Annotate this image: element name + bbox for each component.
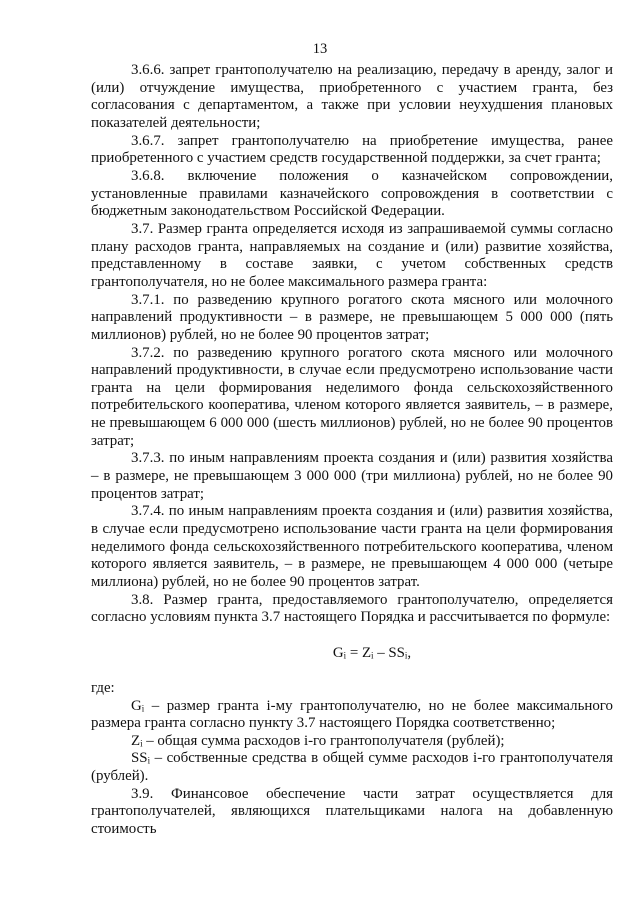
document-body xyxy=(91,62,613,839)
definition-z: Zᵢ – общая сумма расходов i-го грантополучателя (рублей); xyxy=(131,732,505,749)
paragraph-3-7-2: 3.7.2. по разведению крупного рогатого скота мясного или молочного направлений продуктивности, в случае если предусмотрено использование части гранта на цели формирования неделимого фонда сельскохозяйственного потребительского кооператива, членом которого является заявитель, – в размере, не превышающем 6 000 000 (шесть миллионов) рублей, но не более 90 процентов затрат; xyxy=(91,344,613,449)
formula: Gᵢ = Zᵢ – SSᵢ, xyxy=(332,644,412,661)
paragraph-3-7-1: 3.7.1. по разведению крупного рогатого скота мясного или молочного направлений продуктивности – в размере, не превышающем 5 000 000 (пять миллионов) рублей, но не более 90 процентов затрат; xyxy=(91,291,613,343)
paragraph-3-7-3: 3.7.3. по иным направлениям проекта создания и (или) развития хозяйства – в размере, не превышающем 3 000 000 (три миллиона) рублей, но не более 90 процентов затрат; xyxy=(91,450,613,502)
paragraph-3-6-6: 3.6.6. запрет грантополучателю на реализацию, передачу в аренду, залог и (или) отчуждение имущества, приобретенного с участием гранта, без согласования с департаментом, а также при условии неухудшения плановых показателей деятельности; xyxy=(91,62,613,131)
paragraph-3-7-4: 3.7.4. по иным направлениям проекта создания и (или) развития хозяйства, в случае если предусмотрено использование части гранта на цели формирования неделимого фонда сельскохозяйственного потребительского кооператива, членом которого является заявитель, – в размере, не превышающем 4 000 000 (четыре миллиона) рублей, но не более 90 процентов затрат. xyxy=(91,503,613,591)
paragraph-3-9: 3.9. Финансовое обеспечение части затрат осуществляется для грантополучателей, являющихся плательщиками налога на добавленную стоимость xyxy=(91,785,613,838)
where-label: где: xyxy=(91,679,115,696)
paragraph-3-8: 3.8. Размер гранта, предоставляемого грантополучателю, определяется согласно условиям пункта 3.7 настоящего Порядка и рассчитывается по формуле: xyxy=(91,591,613,626)
definition-g: Gᵢ – размер гранта i-му грантополучателю, но не более максимального размера гранта согласно пункту 3.7 настоящего Порядка соответственно; xyxy=(91,697,613,732)
paragraph-3-6-7: 3.6.7. запрет грантополучателю на приобретение имущества, ранее приобретенного с участием средств государственной поддержки, за счет гранта; xyxy=(91,132,613,167)
page-number: 13 xyxy=(312,41,328,57)
paragraph-3-7: 3.7. Размер гранта определяется исходя из запрашиваемой суммы согласно плану расходов гранта, направляемых на создание и (или) развитие хозяйства, представленному в составе заявки, с учетом собственных средств грантополучателя, но не более максимального размера гранта: xyxy=(91,220,613,290)
paragraph-3-6-8: 3.6.8. включение положения о казначейском сопровождении, установленные правилами казначейского сопровождения в соответствии с бюджетным законодательством Российской Федерации. xyxy=(91,167,613,220)
definition-ss: SSᵢ – собственные средства в общей сумме расходов i-го грантополучателя (рублей). xyxy=(91,750,613,785)
